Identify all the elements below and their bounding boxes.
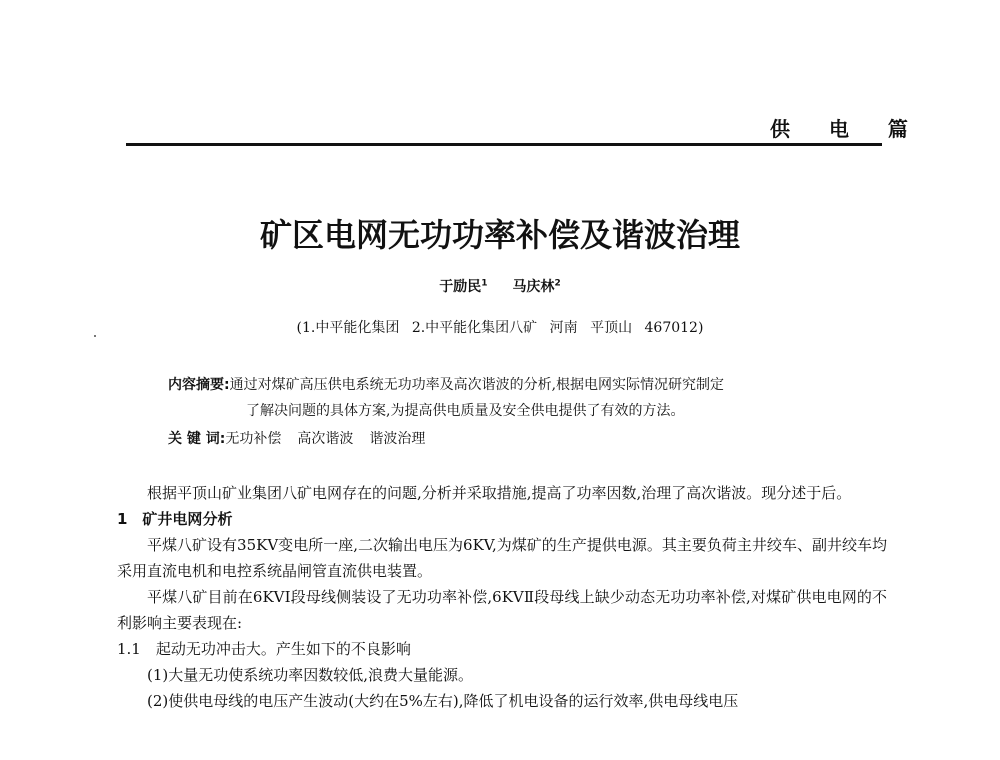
list-item-1: (1)大量无功使系统功率因数较低,浪费大量能源。 xyxy=(147,666,474,684)
keywords xyxy=(168,428,425,448)
abstract-text-1: 通过对煤矿高压供电系统无功功率及高次谐波的分析,根据电网实际情况研究制定 xyxy=(229,377,725,393)
paper-title: 矿区电网无功功率补偿及谐波治理 xyxy=(259,216,740,254)
paragraph-2: 平煤八矿目前在6KVⅠ段母线侧装设了无功功率补偿,6KVⅡ段母线上缺少动态无功功率补偿,对煤矿供电电网的不利影响主要表现在: xyxy=(117,588,887,632)
abstract-label: 内容摘要: xyxy=(168,377,230,393)
list-item-2: (2)使供电母线的电压产生波动(大约在5%左右),降低了机电设备的运行效率,供电母线电压 xyxy=(147,692,739,710)
paragraph-1: 平煤八矿设有35KV变电所一座,二次输出电压为6KV,为煤矿的生产提供电源。其主要负荷主井绞车、副井绞车均采用直流电机和电控系统晶闸管直流供电装置。 xyxy=(117,536,887,580)
author-2 xyxy=(512,279,560,295)
section-1-heading: 1 矿井电网分析 xyxy=(117,510,233,528)
author-list xyxy=(0,276,1000,296)
abstract xyxy=(168,372,884,424)
author-2-affil-mark: 2 xyxy=(554,278,561,289)
author-1 xyxy=(439,279,487,295)
keywords-label: 关 键 词: xyxy=(168,431,226,447)
abstract-line-1 xyxy=(168,372,884,398)
author-1-name: 于励民 xyxy=(439,279,482,295)
author-2-name: 马庆林 xyxy=(512,279,555,295)
body-text xyxy=(117,480,887,714)
header-rule xyxy=(126,143,882,146)
author-1-affil-mark: 1 xyxy=(481,278,488,289)
abstract-line-2: 了解决问题的具体方案,为提高供电质量及安全供电提供了有效的方法。 xyxy=(246,403,685,419)
keyword-3: 谐波治理 xyxy=(369,431,426,447)
keyword-2: 高次谐波 xyxy=(297,431,354,447)
keyword-1: 无功补偿 xyxy=(225,431,282,447)
subsection-1-1-heading: 1.1 起动无功冲击大。产生如下的不良影响 xyxy=(117,640,411,658)
affiliation: (1.中平能化集团 2.中平能化集团八矿 河南 平顶山 467012) xyxy=(296,320,704,336)
intro-paragraph: 根据平顶山矿业集团八矿电网存在的问题,分析并采取措施,提高了功率因数,治理了高次谐波。现分述于后。 xyxy=(147,484,852,502)
section-label: 供 电 篇 xyxy=(770,117,924,141)
